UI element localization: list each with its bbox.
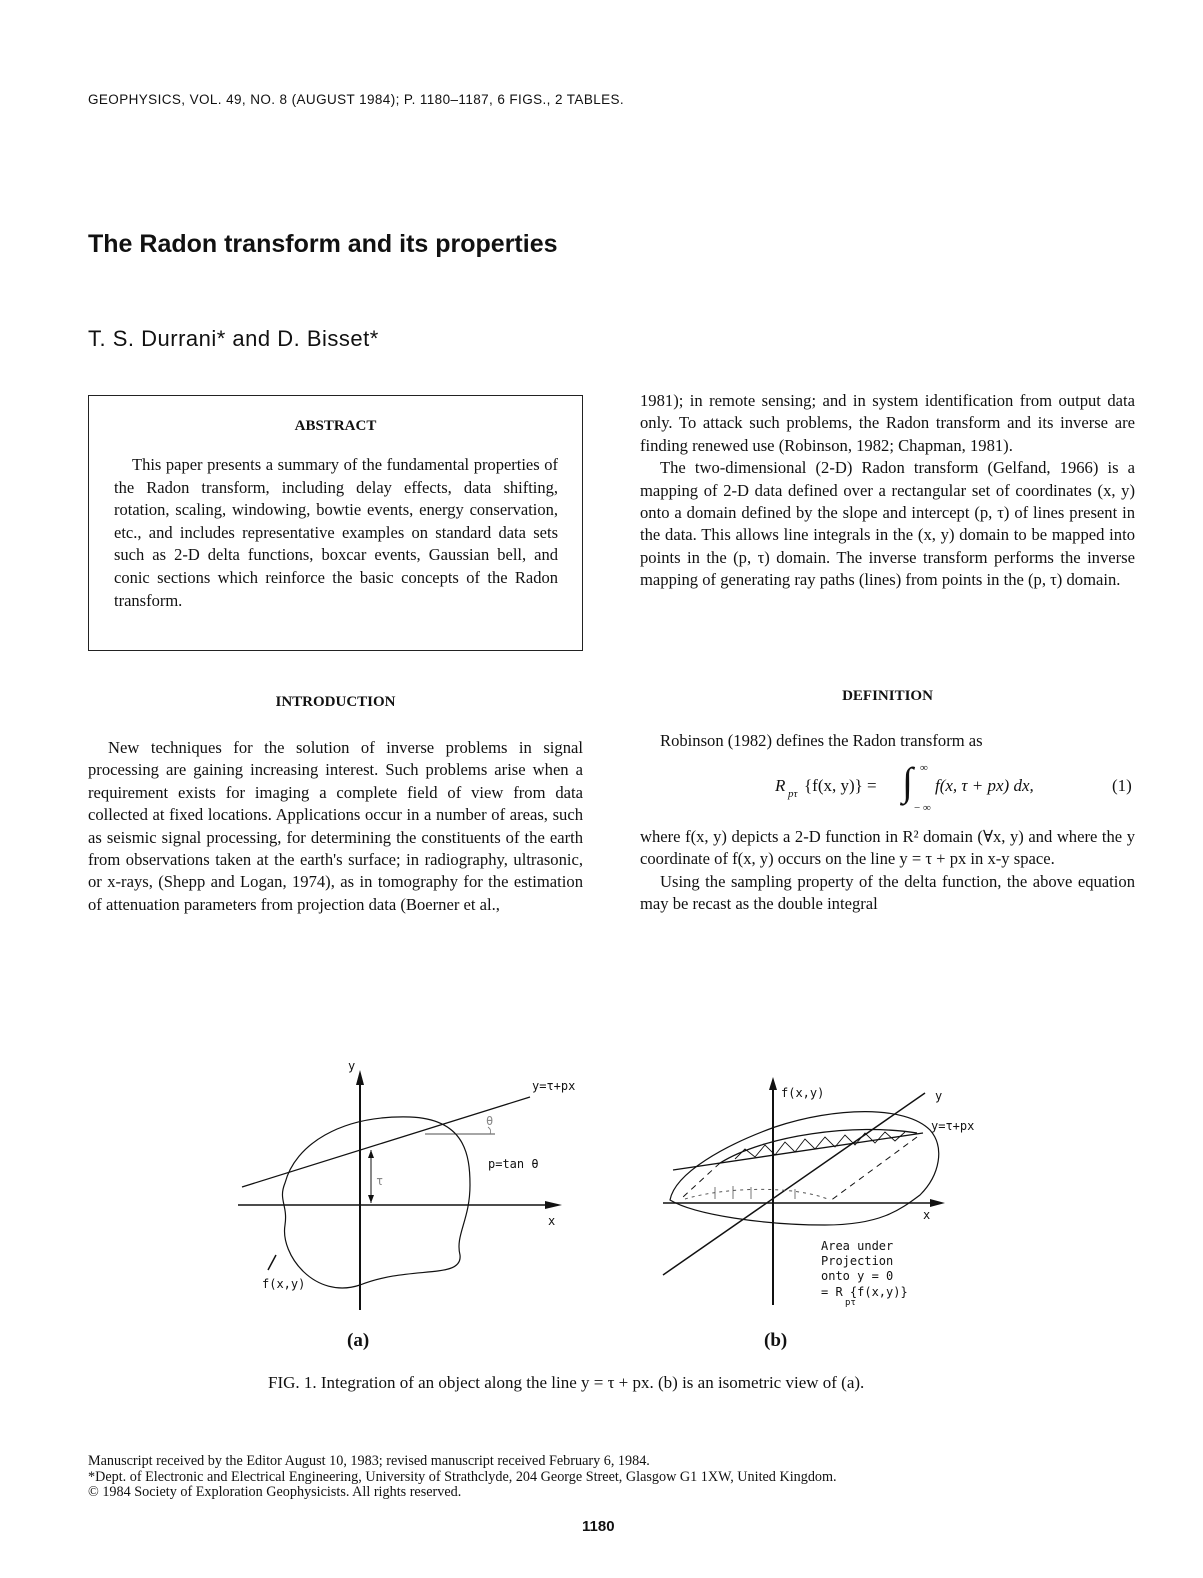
introduction-paragraph: New techniques for the solution of inverse problems in signal processing are gaining increasing interest. Such problems arise when a requirement exists for imaging a complete field of view from data collected at fixed locations. Applications occur in a number of areas, such as seismic signal processing, for determining the constituents of the earth from observations taken at the earth's surface; in radiography, ultrasonic, or x-rays, (Shepp and Logan, 1974), as in tomography for the estimation of attenuation parameters from projection data (Boerner et al., [88,738,583,914]
definition-intro-block [640,730,1135,752]
a-f-pointer [268,1255,276,1270]
journal-header: GEOPHYSICS, VOL. 49, NO. 8 (AUGUST 1984); P. 1180–1187, 6 FIGS., 2 TABLES. [88,92,625,107]
eq-lhs-sub: pτ [788,788,798,800]
eq-lhs: R [775,776,786,795]
figure-1b [655,1075,1005,1320]
paper-title: The Radon transform and its properties [88,230,558,258]
footnote-received: Manuscript received by the Editor August 10, 1983; revised manuscript received February 6, 1984. [88,1453,650,1469]
integral-sign: ∫ [902,759,913,804]
a-y-label: y [348,1059,356,1073]
eq-lhs-arg: {f(x, y)} = [804,776,877,795]
b-y-label: y [935,1089,943,1103]
a-tau-arrow-up [368,1150,374,1158]
b-area-label-sub: pτ [845,1298,856,1308]
b-projection-area [685,1189,830,1200]
integral-lower: − ∞ [914,802,931,814]
page-number: 1180 [582,1518,615,1535]
introduction-heading: INTRODUCTION [275,694,396,710]
footnote-copyright: © 1984 Society of Exploration Geophysicists. All rights reserved. [88,1484,462,1500]
a-tau-label: τ [376,1174,384,1188]
definition-heading: DEFINITION [842,688,933,704]
a-line-label: y=τ+px [532,1079,576,1093]
figure-b-label: (b) [764,1330,788,1351]
eq-number: (1) [1112,776,1132,795]
a-f-label: f(x,y) [262,1277,306,1291]
a-theta-label: θ [486,1114,494,1128]
figure-caption: FIG. 1. Integration of an object along the line y = τ + px. (b) is an isometric view of (a). [268,1373,865,1392]
abstract-box [88,395,583,651]
continuation-paragraph: 1981); in remote sensing; and in system identification from output data only. To attack such problems, the Radon transform and its inverse are finding renewed use (Robinson, 1982; Chapman, 1981). [640,391,1135,455]
radon-2d-paragraph: The two-dimensional (2-D) Radon transform (Gelfand, 1966) is a mapping of 2-D data defined over a rectangular set of coordinates (x, y) onto a domain defined by the slope and intercept (p, τ) of lines present in the data. This allows line integrals in the (x, y) domain to be mapped into points in the (p, τ) domain. The inverse transform performs the inverse mapping of generating ray paths (lines) from points in the (p, τ) domain. [640,458,1135,590]
abstract-heading: ABSTRACT [294,418,377,434]
b-area-label-1: Area under [821,1239,894,1253]
b-vertical-arrow [769,1077,777,1090]
a-y-arrow [356,1070,364,1085]
b-projection-dash-right [830,1137,917,1201]
figure-1a [230,1055,600,1325]
b-object-outline [670,1112,939,1225]
footnotes [88,1454,837,1501]
definition-after1: where f(x, y) depicts a 2-D function in R² domain (∀x, y) and where the y coordinate of f(x, y) occurs on the line y = τ + px in x-y space. [640,827,1135,869]
a-tau-arrow-down [368,1195,374,1203]
abstract-text: This paper presents a summary of the fundamental properties of the Radon transform, including delay effects, data shifting, rotation, scaling, windowing, bowtie events, energy conservation, etc., and includes representative examples on standard data sets such as 2-D delta functions, boxcar events, Gaussian bell, and conic sections which reinforce the basic concepts of the Radon transform. [114,455,558,610]
b-f-label: f(x,y) [781,1086,825,1100]
right-column-top [640,390,1135,592]
b-line-label: y=τ+px [931,1119,975,1133]
a-p-label: p=tan θ [488,1157,539,1171]
definition-intro: Robinson (1982) defines the Radon transform as [660,731,983,750]
a-integration-line [242,1097,530,1187]
b-area-label-3: onto y = 0 [821,1269,894,1283]
integral-upper: ∞ [920,762,928,774]
a-x-arrow [545,1201,562,1209]
a-angle-arc [488,1127,491,1134]
b-area-label-2: Projection [821,1254,894,1268]
figure-a-label: (a) [347,1330,370,1351]
a-x-label: x [548,1214,556,1228]
b-x-label: x [923,1208,931,1222]
b-integration-line [673,1133,923,1170]
equation-1 [640,759,1135,822]
introduction-body [88,737,583,916]
a-object-outline [282,1117,470,1288]
footnote-affiliation: *Dept. of Electronic and Electrical Engineering, University of Strathclyde, 204 George Street, Glasgow G1 1XW, United Kingdom. [88,1468,837,1485]
definition-body [640,826,1135,916]
authors: T. S. Durrani* and D. Bisset* [88,326,379,351]
b-area-label-4: = R {f(x,y)} [821,1285,908,1299]
b-x-arrow [930,1199,945,1207]
definition-after2: Using the sampling property of the delta function, the above equation may be recast as the double integral [640,871,1135,914]
eq-rhs: f(x, τ + px) dx, [935,776,1034,795]
